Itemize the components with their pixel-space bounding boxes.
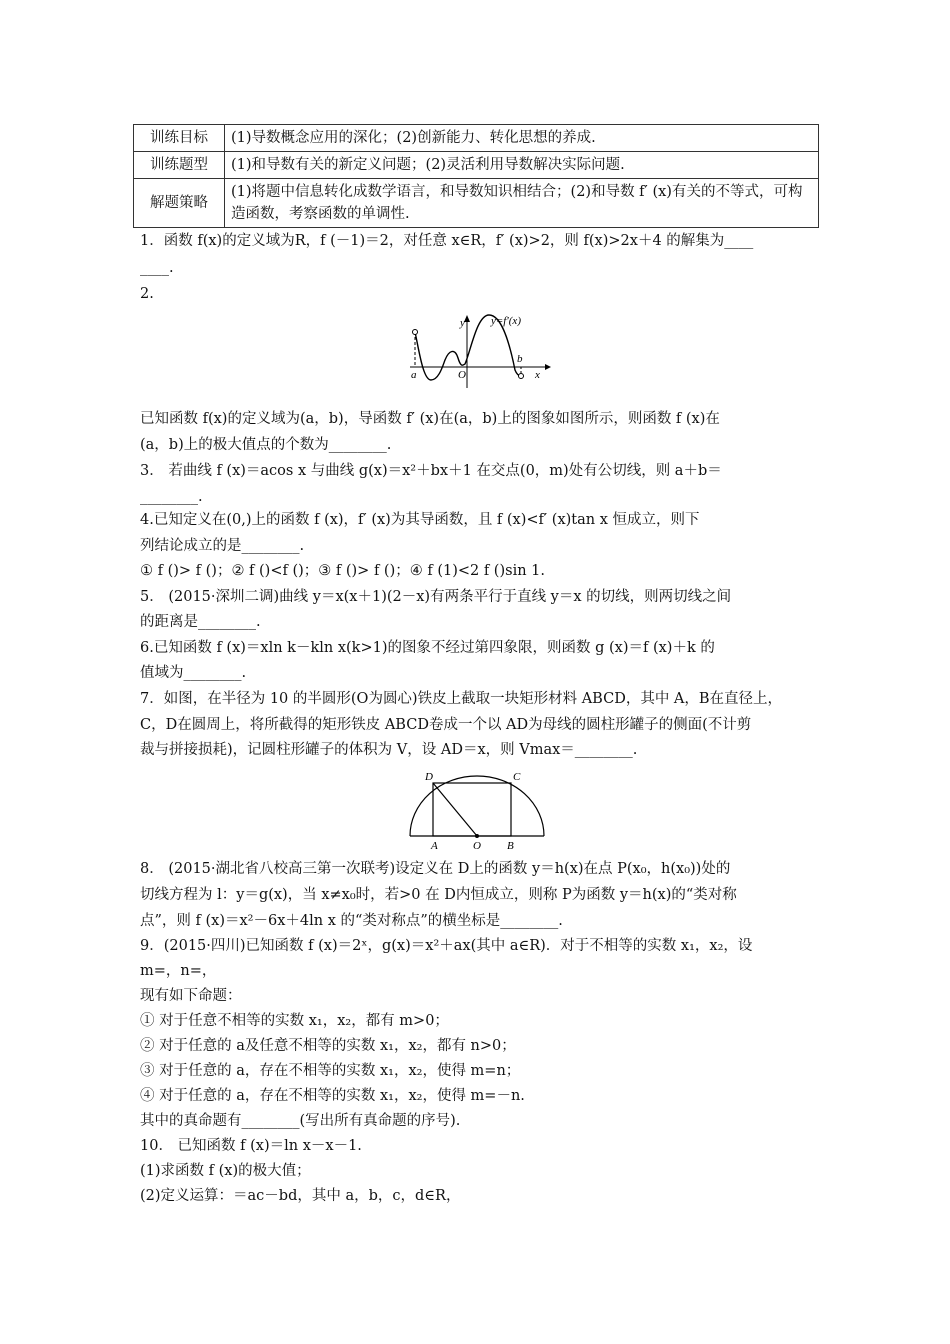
point-b-label: B [507,840,514,852]
point-a-label: A [431,840,438,852]
problem-7-line-3: 裁与拼接损耗)，记圆柱形罐子的体积为 V，设 AD＝x，则 Vmax＝________. [140,742,638,758]
point-d-label: D [425,771,433,783]
problem-7-line-2: C，D在圆周上，将所截得的矩形铁皮 ABCD卷成一个以 AD为母线的圆柱形罐子的侧面(不计剪 [140,717,752,733]
problem-9-statement-4: ④ 对于任意的 a，存在不相等的实数 x₁，x₂，使得 m=－n. [140,1088,525,1104]
semicircle-arc [410,776,544,836]
open-endpoint-b [519,374,524,379]
problem-9-line-2: m=，n=， [140,963,217,979]
problem-2-number: 2. [140,286,154,302]
problem-9-question: 其中的真命题有________(写出所有真命题的序号). [140,1113,461,1129]
y-axis-label: y [460,317,465,329]
table-row [134,125,819,152]
problem-6-line-2: 值域为________. [140,665,247,681]
row-label: 训练目标 [134,125,225,152]
problem-6-line-1: 6.已知函数 f (x)＝xln k－kln x(k>1)的图象不经过第四象限，则函数 g (x)＝f (x)＋k 的 [140,640,715,656]
rectangle-abcd [433,783,511,836]
problem-10-line-1: 10． 已知函数 f (x)＝ln x－x－1. [140,1138,362,1154]
table-row [134,179,819,228]
problem-8-line-1: 8． (2015·湖北省八校高三第一次联考)设定义在 D上的函数 y＝h(x)在点 P(x₀，h(x₀))处的 [140,861,731,877]
point-c-label: C [513,771,521,783]
problem-9-statement-1: ① 对于任意不相等的实数 x₁，x₂，都有 m>0； [140,1013,449,1029]
problem-5-line-2: 的距离是________. [140,614,261,630]
radius-od [433,783,477,836]
row-text: (1)导数概念应用的深化；(2)创新能力、转化思想的养成. [225,125,819,152]
training-info-table [133,124,819,228]
center-point-o [475,834,479,838]
problem-4-options: ① f ()> f ()；② f ()<f ()；③ f ()> f ()；④ f (1)<2 f ()sin 1. [140,563,545,579]
problem-2-line-2: (a，b)上的极大值点的个数为________. [140,437,392,453]
problem-9-line-3: 现有如下命题： [140,988,242,1004]
problem-9-statement-2: ② 对于任意的 a及任意不相等的实数 x₁，x₂，都有 n>0； [140,1038,516,1054]
problem-9-statement-3: ③ 对于任意的 a，存在不相等的实数 x₁，x₂，使得 m=n； [140,1063,521,1079]
problem-10-part-1: (1)求函数 f (x)的极大值； [140,1163,311,1179]
problem-8-line-3: 点”，则 f (x)＝x²－6x＋4ln x 的“类对称点”的横坐标是________. [140,913,563,929]
curve-label: y=f′(x) [491,315,521,327]
origin-label: O [458,369,466,381]
problem-3-line-1: 3． 若曲线 f (x)＝acos x 与曲线 g(x)＝x²＋bx＋1 在交点(0，m)处有公切线，则 a＋b＝ [140,463,722,479]
x-axis-label: x [535,369,540,381]
derivative-graph-figure [405,310,555,390]
point-o-label: O [473,840,481,852]
b-label: b [517,353,523,365]
x-axis-arrow [545,364,551,370]
row-text: (1)和导数有关的新定义问题；(2)灵活利用导数解决实际问题. [225,152,819,179]
problem-4-line-1: 4.已知定义在(0,)上的函数 f (x)，f′ (x)为其导函数，且 f (x)<f′ (x)tan x 恒成立，则下 [140,512,700,528]
table-row [134,152,819,179]
problem-10-part-2: (2)定义运算：＝ac－bd，其中 a，b，c，d∈R， [140,1188,461,1204]
problem-1-line-1: 1．函数 f(x)的定义域为R，f (－1)＝2，对任意 x∈R，f′ (x)>2，则 f(x)>2x＋4 的解集为____ [140,233,754,249]
problem-4-line-2: 列结论成立的是________. [140,538,305,554]
problem-8-line-2: 切线方程为 l：y＝g(x)，当 x≠x₀时，若>0 在 D内恒成立，则称 P为函数 y＝h(x)的“类对称 [140,887,737,903]
open-endpoint-a [413,330,418,335]
a-label: a [411,369,417,381]
row-text: (1)将题中信息转化成数学语言，和导数知识相结合；(2)和导数 f′ (x)有关的不等式，可构造函数，考察函数的单调性. [225,179,819,228]
row-label: 训练题型 [134,152,225,179]
problem-1-line-2: ____. [140,260,174,276]
problem-3-line-2: ________. [140,489,203,505]
semicircle-rectangle-figure [405,770,550,852]
problem-9-line-1: 9．(2015·四川)已知函数 f (x)＝2ˣ，g(x)＝x²＋ax(其中 a∈R)．对于不相等的实数 x₁，x₂，设 [140,938,753,954]
problem-7-line-1: 7．如图，在半径为 10 的半圆形(O为圆心)铁皮上截取一块矩形材料 ABCD，其中 A，B在直径上， [140,691,783,707]
row-label: 解题策略 [134,179,225,228]
y-axis-arrow [464,315,470,322]
problem-5-line-1: 5． (2015·深圳二调)曲线 y＝x(x＋1)(2－x)有两条平行于直线 y＝x 的切线，则两切线之间 [140,589,732,605]
problem-2-line-1: 已知函数 f(x)的定义域为(a，b)，导函数 f′ (x)在(a，b)上的图象如图所示，则函数 f (x)在 [140,411,720,427]
